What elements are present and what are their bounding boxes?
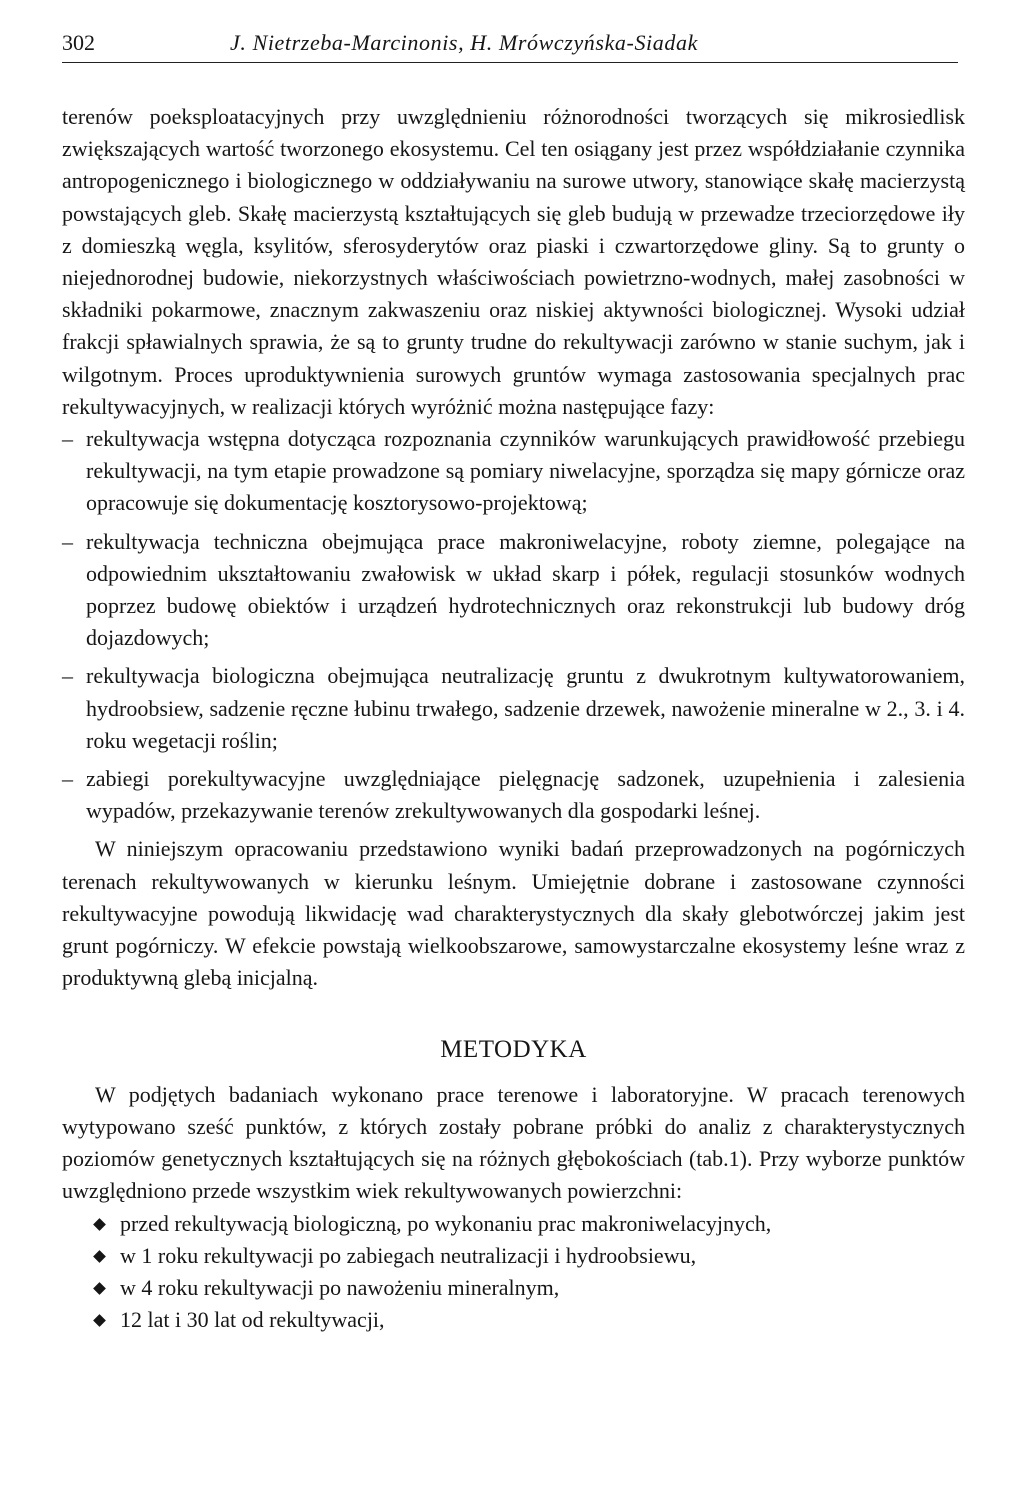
sampling-point-text: w 4 roku rekultywacji po nawożeniu mineralnym, [120, 1274, 560, 1300]
phase-item [62, 526, 965, 655]
diamond-bullet-icon [93, 1314, 106, 1327]
page-header [62, 30, 958, 63]
sampling-point-item [62, 1240, 965, 1272]
dash-bullet-icon: – [62, 528, 73, 554]
sampling-points-list [62, 1208, 965, 1337]
phase-item [62, 763, 965, 827]
diamond-bullet-icon [93, 1250, 106, 1263]
diamond-bullet-icon [93, 1218, 106, 1231]
phase-item [62, 423, 965, 520]
dash-bullet-icon: – [62, 766, 73, 792]
sampling-point-text: 12 lat i 30 lat od rekultywacji, [120, 1307, 385, 1333]
intro-paragraph: terenów poeksploatacyjnych przy uwzględnieniu różnorodności tworzących się mikrosiedlisk zwiększających wartość tworzonego ekosystemu. Cel ten osiągany jest przez współdziałanie czynnika antropogenicznego i biologicznego w oddziaływaniu na surowe utwory, stanowiące skałę macierzystą powstających gleb. Skałę macierzystą kształtujących się gleb budują w przewadze trzeciorzędowe iły z domieszką węgla, ksylitów, sferosyderytów oraz piaski i czwartorzędowe gliny. Są to grunty o niejednorodnej budowie, niekorzystnych właściwościach powietrzno-wodnych, małej zasobności w składniki pokarmowe, znacznym zakwaszeniu oraz niskiej aktywności biologicznej. Wysoki udział frakcji spławialnych sprawia, że są to grunty trudne do rekultywacji zarówno w stanie suchym, jak i wilgotnym. Proces uproduktywnienia surowych gruntów wymaga zastosowania specjalnych prac rekultywacyjnych, w realizacji których wyróżnić można następujące fazy: [62, 104, 965, 419]
phase-item [62, 660, 965, 757]
sampling-point-item [62, 1304, 965, 1336]
diamond-bullet-icon [93, 1282, 106, 1295]
methods-paragraph: W podjętych badaniach wykonano prace terenowe i laboratoryjne. W pracach terenowych wytypowano sześć punktów, z których zostały pobrane próbki do analiz z charakterystycznych poziomów genetycznych kształtujących się na różnych głębokościach (tab.1). Przy wyborze punktów uwzględniono przede wszystkim wiek rekultywowanych powierzchni: [62, 1081, 965, 1204]
dash-bullet-icon: – [62, 663, 73, 689]
phase-text: rekultywacja techniczna obejmująca prace makroniwelacyjne, roboty ziemne, polegające na odpowiednim ukształtowaniu zwałowisk w układ skarp i półek, regulacji stosunków wodnych poprzez budowę obiektów i urządzeń hydrotechnicznych oraz rekonstrukcji lub budowy dróg dojazdowych; [86, 528, 965, 651]
phase-text: rekultywacja biologiczna obejmująca neutralizację gruntu z dwukrotnym kultywatorowaniem, hydroobsiew, sadzenie ręczne łubinu trwałego, sadzenie drzewek, nawożenie mineralne w 2., 3. i 4. roku wegetacji roślin; [86, 663, 965, 753]
page [62, 30, 965, 1336]
phase-text: zabiegi porekultywacyjne uwzględniające pielęgnację sadzonek, uzupełnienia i zalesienia wypadów, przekazywanie terenów zrekultywowanych dla gospodarki leśnej. [86, 766, 965, 824]
sampling-point-item [62, 1272, 965, 1304]
running-head-authors: J. Nietrzeba-Marcinonis, H. Mrówczyńska-Siadak [230, 30, 698, 55]
phase-text: rekultywacja wstępna dotycząca rozpoznania czynników warunkujących prawidłowość przebiegu rekultywacji, na tym etapie prowadzone są pomiary niwelacyjne, sporządza się mapy górnicze oraz opracowuje się dokumentację kosztorysowo-projektową; [86, 426, 965, 516]
summary-paragraph: W niniejszym opracowaniu przedstawiono wyniki badań przeprowadzonych na pogórniczych terenach rekultywowanych w kierunku leśnym. Umiejętnie dobrane i zastosowane czynności rekultywacyjne powodują likwidację wad charakterystycznych dla skały glebotwórczej jakim jest grunt pogórniczy. W efekcie powstają wielkoobszarowe, samowystarczalne ekosystemy leśne wraz z produktywną glebą inicjalną. [62, 836, 965, 991]
sampling-point-item [62, 1208, 965, 1240]
dash-bullet-icon: – [62, 426, 73, 452]
article-body [62, 101, 965, 1336]
sampling-point-text: przed rekultywacją biologiczną, po wykonaniu prac makroniwelacyjnych, [120, 1210, 772, 1236]
section-heading-methods: METODYKA [440, 1036, 587, 1064]
page-number: 302 [62, 30, 95, 55]
sampling-point-text: w 1 roku rekultywacji po zabiegach neutralizacji i hydroobsiewu, [120, 1242, 697, 1268]
phases-list [62, 423, 965, 827]
